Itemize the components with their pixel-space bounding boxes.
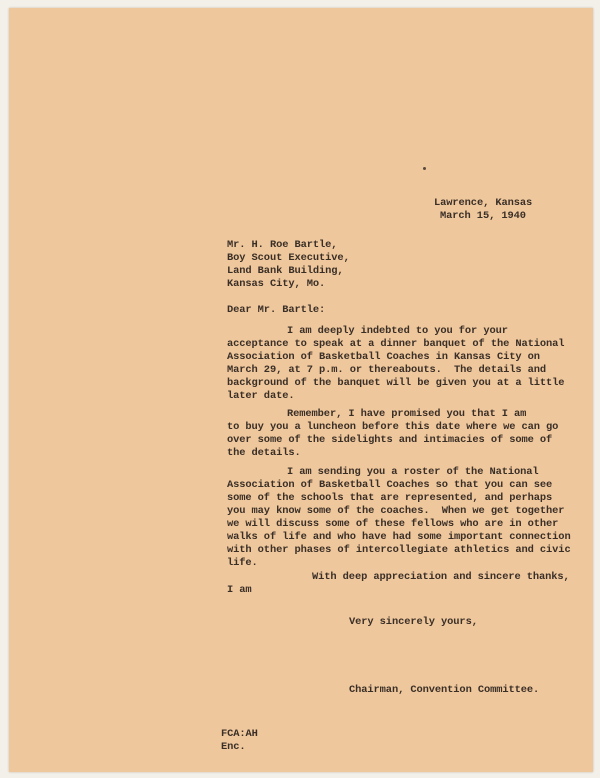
paragraph-line: over some of the sidelights and intimacies of some of: [227, 434, 553, 446]
paragraph-line: we will discuss some of these fellows who are in other: [227, 518, 559, 530]
salutation: Dear Mr. Bartle:: [227, 304, 326, 316]
paragraph-line: Association of Basketball Coaches so that you can see: [227, 479, 553, 491]
place-line: Lawrence, Kansas: [434, 197, 533, 209]
signature-title: Chairman, Convention Committee.: [349, 684, 540, 696]
paragraph-line: life.: [227, 557, 258, 569]
paragraph-line: some of the schools that are represented, and perhaps: [227, 492, 553, 504]
paper-mark: [423, 167, 426, 170]
complimentary-close: Very sincerely yours,: [349, 616, 478, 628]
recipient-title: Boy Scout Executive,: [227, 252, 350, 264]
paragraph-line: later date.: [227, 390, 295, 402]
recipient-building: Land Bank Building,: [227, 265, 344, 277]
paragraph-line: I am sending you a roster of the National: [287, 466, 539, 478]
paragraph-line: walks of life and who have had some important connection: [227, 531, 571, 543]
paragraph-line: with other phases of intercollegiate athletics and civic: [227, 544, 571, 556]
paragraph-line: March 29, at 7 p.m. or thereabouts. The details and: [227, 364, 547, 376]
i-am-line: I am: [227, 584, 252, 596]
paragraph-line: you may know some of the coaches. When we get together: [227, 505, 565, 517]
paragraph-line: Association of Basketball Coaches in Kansas City on: [227, 351, 540, 363]
date-line: March 15, 1940: [440, 210, 526, 222]
paragraph-line: to buy you a luncheon before this date where we can go: [227, 421, 559, 433]
appreciation-line: With deep appreciation and sincere thanks,: [312, 571, 570, 583]
paragraph-line: acceptance to speak at a dinner banquet of the National: [227, 338, 565, 350]
recipient-name: Mr. H. Roe Bartle,: [227, 239, 338, 251]
enclosure-note: Enc.: [221, 741, 246, 753]
paragraph-line: I am deeply indebted to you for your: [287, 325, 508, 337]
recipient-city: Kansas City, Mo.: [227, 278, 326, 290]
typist-initials: FCA:AH: [221, 728, 258, 740]
paragraph-line: Remember, I have promised you that I am: [287, 408, 527, 420]
paragraph-line: background of the banquet will be given you at a little: [227, 377, 565, 389]
paragraph-line: the details.: [227, 447, 301, 459]
